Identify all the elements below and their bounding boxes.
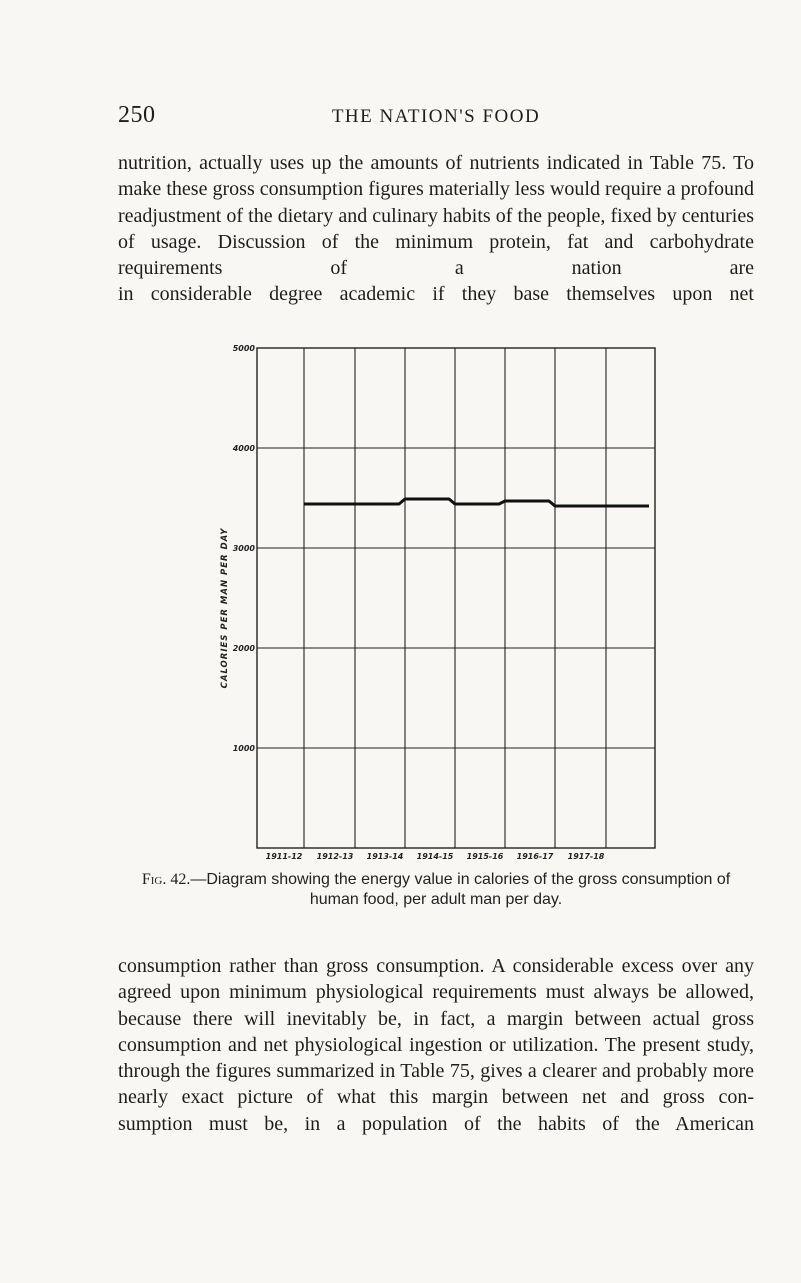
chart-svg [200, 340, 680, 860]
x-tick-label: 1914-15 [416, 852, 454, 860]
page-number: 250 [118, 102, 156, 128]
paragraph-bottom-text: consumption rather than gross consumption. A considerable excess over any agreed upon minimum physiological requirements must always be allowed, because there will inevitably be, in fact, a margin between actual gross consumption and net physiological ingestion or utilization. The present study, through the figures summarized in Table 75, gives a clearer and probably more nearly exact picture of what this margin between net and gross con- [118, 955, 754, 1109]
data-point [328, 503, 330, 505]
x-tick-label: 1913-14 [366, 852, 404, 860]
calories-chart [200, 340, 680, 860]
y-tick-label: 2000 [232, 644, 255, 653]
x-tick-label: 1911-12 [265, 852, 303, 860]
paragraph-bottom [118, 953, 754, 1137]
x-tick-label: 1912-13 [316, 852, 354, 860]
y-tick-label: 5000 [232, 344, 255, 353]
running-title: THE NATION'S FOOD [331, 106, 541, 127]
data-point [479, 503, 481, 505]
figure-caption [118, 870, 754, 910]
series-line [304, 499, 649, 506]
data-point [529, 500, 531, 502]
page-header [118, 102, 754, 132]
data-point [429, 498, 431, 500]
paragraph-top [118, 150, 754, 308]
paragraph-bottom-last-line: sumption must be, in a population of the habits of the American [118, 1112, 754, 1135]
data-point [379, 503, 381, 505]
paragraph-top-text: nutrition, actually uses up the amounts of nutrients indicated in Table 75. To make these gross consumption figures materially less would require a profound readjustment of the dietary and culinary habits of the people, fixed by centuries of usage. Discussion of the minimum protein, fat and carbohydrate requirements of a nation are [118, 152, 754, 280]
chart-frame [257, 348, 655, 848]
y-tick-label: 4000 [232, 444, 255, 453]
y-axis-label: CALORIES PER MAN PER DAY [220, 527, 230, 689]
x-tick-label: 1915-16 [466, 852, 504, 860]
data-point [629, 505, 631, 507]
figure-label: Fig. 42. [141, 871, 191, 888]
y-tick-label: 1000 [232, 744, 255, 753]
figure-caption-text: —Diagram showing the energy value in calories of the gross consumption of human food, per adult man per day. [190, 871, 731, 908]
x-tick-label: 1917-18 [567, 852, 605, 860]
paragraph-top-last-line: in considerable degree academic if they base themselves upon net [118, 283, 754, 306]
y-tick-label: 3000 [232, 544, 255, 553]
x-tick-label: 1916-17 [516, 852, 554, 860]
data-point [579, 505, 581, 507]
